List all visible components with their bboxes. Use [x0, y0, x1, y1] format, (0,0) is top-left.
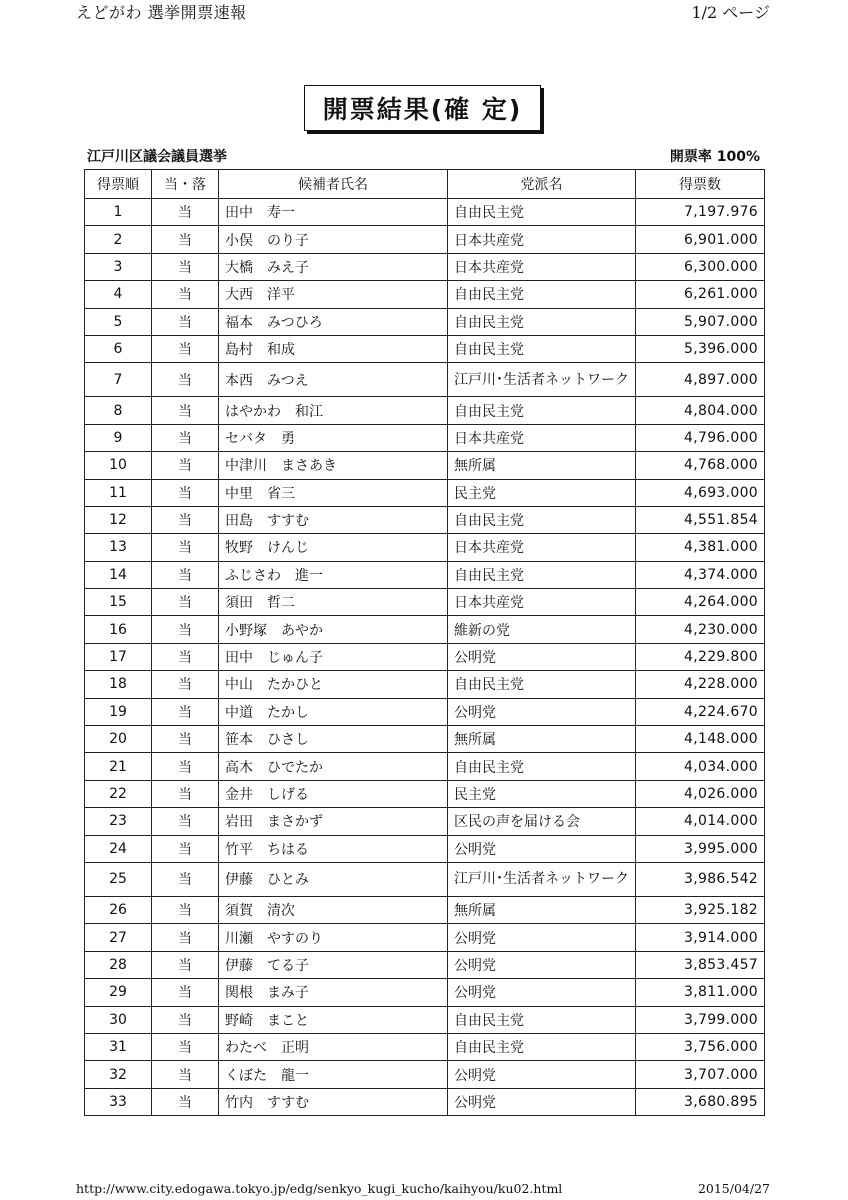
party-cell: 日本共産党: [448, 424, 636, 451]
votes-cell: 3,995.000: [636, 835, 765, 862]
votes-cell: 6,261.000: [636, 281, 765, 308]
table-row: [85, 835, 765, 862]
rank-cell: 16: [85, 616, 152, 643]
votes-cell: 3,680.895: [636, 1088, 765, 1115]
rank-cell: 18: [85, 671, 152, 698]
votes-cell: 4,230.000: [636, 616, 765, 643]
candidate-name-cell: 小俣 のり子: [219, 226, 448, 253]
status-cell: 当: [152, 862, 219, 896]
candidate-name-cell: 竹平 ちはる: [219, 835, 448, 862]
candidate-name-cell: 田中 寿一: [219, 199, 448, 226]
table-row: [85, 424, 765, 451]
footer-date: 2015/04/27: [697, 1181, 770, 1196]
candidate-name-cell: 竹内 すすむ: [219, 1088, 448, 1115]
party-cell: 自由民主党: [448, 671, 636, 698]
table-row: [85, 281, 765, 308]
rank-cell: 23: [85, 808, 152, 835]
votes-cell: 3,914.000: [636, 924, 765, 951]
votes-cell: 4,228.000: [636, 671, 765, 698]
rank-cell: 32: [85, 1061, 152, 1088]
rank-cell: 12: [85, 506, 152, 533]
candidate-name-cell: 須賀 清次: [219, 896, 448, 923]
table-row: [85, 452, 765, 479]
table-row: [85, 979, 765, 1006]
candidate-name-cell: 福本 みつひろ: [219, 308, 448, 335]
column-header-name: 候補者氏名: [219, 170, 448, 199]
candidate-name-cell: ふじさわ 進一: [219, 561, 448, 588]
table-row: [85, 1006, 765, 1033]
candidate-name-cell: くぼた 龍一: [219, 1061, 448, 1088]
candidate-name-cell: 須田 哲二: [219, 589, 448, 616]
candidate-name-cell: 金井 しげる: [219, 780, 448, 807]
votes-cell: 4,148.000: [636, 726, 765, 753]
rank-cell: 13: [85, 534, 152, 561]
status-cell: 当: [152, 1061, 219, 1088]
votes-cell: 7,197.976: [636, 199, 765, 226]
status-cell: 当: [152, 979, 219, 1006]
page-indicator: 1/2 ページ: [691, 3, 770, 22]
rank-cell: 14: [85, 561, 152, 588]
votes-cell: 3,853.457: [636, 951, 765, 978]
votes-cell: 3,925.182: [636, 896, 765, 923]
status-cell: 当: [152, 924, 219, 951]
votes-cell: 4,264.000: [636, 589, 765, 616]
party-cell: 公明党: [448, 1088, 636, 1115]
candidate-name-cell: 中里 省三: [219, 479, 448, 506]
party-cell: 江戸川･生活者ネットワーク: [448, 862, 636, 896]
votes-cell: 3,756.000: [636, 1033, 765, 1060]
party-cell: 自由民主党: [448, 753, 636, 780]
table-row: [85, 896, 765, 923]
status-cell: 当: [152, 896, 219, 923]
table-row: [85, 862, 765, 896]
rank-cell: 21: [85, 753, 152, 780]
table-row: [85, 726, 765, 753]
party-cell: 民主党: [448, 780, 636, 807]
votes-cell: 4,224.670: [636, 698, 765, 725]
candidate-name-cell: 伊藤 ひとみ: [219, 862, 448, 896]
party-cell: 公明党: [448, 951, 636, 978]
footer-url: http://www.city.edogawa.tokyo.jp/edg/senkyo_kugi_kucho/kaihyou/ku02.html: [76, 1181, 563, 1196]
rank-cell: 30: [85, 1006, 152, 1033]
table-row: [85, 534, 765, 561]
rank-cell: 6: [85, 335, 152, 362]
table-body: [85, 199, 765, 1116]
site-title: えどがわ 選挙開票速報: [76, 3, 247, 22]
candidate-name-cell: 中山 たかひと: [219, 671, 448, 698]
votes-cell: 4,014.000: [636, 808, 765, 835]
table-row: [85, 753, 765, 780]
column-header-rank: 得票順: [85, 170, 152, 199]
document-title: 開票結果(確 定): [304, 85, 541, 131]
party-cell: 日本共産党: [448, 534, 636, 561]
votes-cell: 4,796.000: [636, 424, 765, 451]
party-cell: 自由民主党: [448, 281, 636, 308]
status-cell: 当: [152, 589, 219, 616]
table-row: [85, 1033, 765, 1060]
party-cell: 民主党: [448, 479, 636, 506]
status-cell: 当: [152, 308, 219, 335]
status-cell: 当: [152, 363, 219, 397]
rank-cell: 8: [85, 397, 152, 424]
status-cell: 当: [152, 1006, 219, 1033]
count-rate: 開票率 100%: [669, 149, 760, 165]
candidate-name-cell: 関根 まみ子: [219, 979, 448, 1006]
votes-cell: 4,229.800: [636, 643, 765, 670]
rank-cell: 7: [85, 363, 152, 397]
table-row: [85, 335, 765, 362]
party-cell: 日本共産党: [448, 226, 636, 253]
party-cell: 日本共産党: [448, 253, 636, 280]
votes-cell: 4,026.000: [636, 780, 765, 807]
rank-cell: 22: [85, 780, 152, 807]
status-cell: 当: [152, 253, 219, 280]
table-row: [85, 199, 765, 226]
status-cell: 当: [152, 397, 219, 424]
party-cell: 公明党: [448, 1061, 636, 1088]
party-cell: 公明党: [448, 643, 636, 670]
party-cell: 区民の声を届ける会: [448, 808, 636, 835]
rank-cell: 5: [85, 308, 152, 335]
table-row: [85, 1088, 765, 1115]
column-header-status: 当・落: [152, 170, 219, 199]
table-row: [85, 1061, 765, 1088]
status-cell: 当: [152, 1033, 219, 1060]
votes-cell: 5,396.000: [636, 335, 765, 362]
votes-cell: 5,907.000: [636, 308, 765, 335]
rank-cell: 33: [85, 1088, 152, 1115]
table-row: [85, 226, 765, 253]
status-cell: 当: [152, 726, 219, 753]
candidate-name-cell: 島村 和成: [219, 335, 448, 362]
status-cell: 当: [152, 199, 219, 226]
table-header-row: [85, 170, 765, 199]
rank-cell: 25: [85, 862, 152, 896]
candidate-name-cell: 野崎 まこと: [219, 1006, 448, 1033]
votes-cell: 4,897.000: [636, 363, 765, 397]
table-row: [85, 561, 765, 588]
party-cell: 無所属: [448, 896, 636, 923]
rank-cell: 24: [85, 835, 152, 862]
status-cell: 当: [152, 281, 219, 308]
party-cell: 自由民主党: [448, 397, 636, 424]
status-cell: 当: [152, 753, 219, 780]
rank-cell: 28: [85, 951, 152, 978]
rank-cell: 20: [85, 726, 152, 753]
table-row: [85, 506, 765, 533]
votes-cell: 3,986.542: [636, 862, 765, 896]
candidate-name-cell: 伊藤 てる子: [219, 951, 448, 978]
rank-cell: 17: [85, 643, 152, 670]
party-cell: 自由民主党: [448, 335, 636, 362]
rank-cell: 27: [85, 924, 152, 951]
party-cell: 公明党: [448, 924, 636, 951]
column-header-party: 党派名: [448, 170, 636, 199]
status-cell: 当: [152, 643, 219, 670]
party-cell: 自由民主党: [448, 199, 636, 226]
party-cell: 公明党: [448, 979, 636, 1006]
table-row: [85, 780, 765, 807]
election-name: 江戸川区議会議員選挙: [87, 149, 227, 165]
rank-cell: 9: [85, 424, 152, 451]
status-cell: 当: [152, 479, 219, 506]
status-cell: 当: [152, 452, 219, 479]
votes-cell: 6,901.000: [636, 226, 765, 253]
rank-cell: 19: [85, 698, 152, 725]
table-row: [85, 951, 765, 978]
status-cell: 当: [152, 698, 219, 725]
table-row: [85, 698, 765, 725]
votes-cell: 6,300.000: [636, 253, 765, 280]
rank-cell: 26: [85, 896, 152, 923]
column-header-votes: 得票数: [636, 170, 765, 199]
candidate-name-cell: 中道 たかし: [219, 698, 448, 725]
rank-cell: 15: [85, 589, 152, 616]
status-cell: 当: [152, 226, 219, 253]
candidate-name-cell: 高木 ひでたか: [219, 753, 448, 780]
candidate-name-cell: わたべ 正明: [219, 1033, 448, 1060]
status-cell: 当: [152, 671, 219, 698]
party-cell: 自由民主党: [448, 308, 636, 335]
votes-cell: 4,804.000: [636, 397, 765, 424]
party-cell: 公明党: [448, 698, 636, 725]
rank-cell: 1: [85, 199, 152, 226]
status-cell: 当: [152, 1088, 219, 1115]
table-row: [85, 363, 765, 397]
rank-cell: 3: [85, 253, 152, 280]
rank-cell: 10: [85, 452, 152, 479]
candidate-name-cell: 田中 じゅん子: [219, 643, 448, 670]
votes-cell: 4,693.000: [636, 479, 765, 506]
votes-cell: 4,034.000: [636, 753, 765, 780]
votes-cell: 3,811.000: [636, 979, 765, 1006]
candidate-name-cell: 牧野 けんじ: [219, 534, 448, 561]
status-cell: 当: [152, 951, 219, 978]
table-row: [85, 924, 765, 951]
candidate-name-cell: 本西 みつえ: [219, 363, 448, 397]
rank-cell: 11: [85, 479, 152, 506]
candidate-name-cell: 大橋 みえ子: [219, 253, 448, 280]
party-cell: 維新の党: [448, 616, 636, 643]
candidate-name-cell: 田島 すすむ: [219, 506, 448, 533]
party-cell: 日本共産党: [448, 589, 636, 616]
candidate-name-cell: はやかわ 和江: [219, 397, 448, 424]
rank-cell: 4: [85, 281, 152, 308]
results-table: [84, 169, 765, 1116]
party-cell: 無所属: [448, 726, 636, 753]
votes-cell: 4,381.000: [636, 534, 765, 561]
votes-cell: 3,799.000: [636, 1006, 765, 1033]
table-row: [85, 253, 765, 280]
party-cell: 自由民主党: [448, 1006, 636, 1033]
status-cell: 当: [152, 561, 219, 588]
table-row: [85, 643, 765, 670]
votes-cell: 4,768.000: [636, 452, 765, 479]
rank-cell: 29: [85, 979, 152, 1006]
votes-cell: 4,551.854: [636, 506, 765, 533]
status-cell: 当: [152, 424, 219, 451]
candidate-name-cell: 川瀬 やすのり: [219, 924, 448, 951]
table-row: [85, 589, 765, 616]
table-row: [85, 808, 765, 835]
status-cell: 当: [152, 835, 219, 862]
table-row: [85, 616, 765, 643]
candidate-name-cell: 岩田 まさかず: [219, 808, 448, 835]
party-cell: 自由民主党: [448, 1033, 636, 1060]
votes-cell: 3,707.000: [636, 1061, 765, 1088]
status-cell: 当: [152, 506, 219, 533]
party-cell: 自由民主党: [448, 561, 636, 588]
candidate-name-cell: 笹本 ひさし: [219, 726, 448, 753]
party-cell: 無所属: [448, 452, 636, 479]
table-row: [85, 671, 765, 698]
votes-cell: 4,374.000: [636, 561, 765, 588]
status-cell: 当: [152, 534, 219, 561]
candidate-name-cell: 大西 洋平: [219, 281, 448, 308]
rank-cell: 2: [85, 226, 152, 253]
table-row: [85, 397, 765, 424]
candidate-name-cell: セバタ 勇: [219, 424, 448, 451]
candidate-name-cell: 中津川 まさあき: [219, 452, 448, 479]
status-cell: 当: [152, 780, 219, 807]
rank-cell: 31: [85, 1033, 152, 1060]
status-cell: 当: [152, 808, 219, 835]
party-cell: 公明党: [448, 835, 636, 862]
party-cell: 江戸川･生活者ネットワーク: [448, 363, 636, 397]
status-cell: 当: [152, 616, 219, 643]
candidate-name-cell: 小野塚 あやか: [219, 616, 448, 643]
table-row: [85, 308, 765, 335]
status-cell: 当: [152, 335, 219, 362]
party-cell: 自由民主党: [448, 506, 636, 533]
table-row: [85, 479, 765, 506]
